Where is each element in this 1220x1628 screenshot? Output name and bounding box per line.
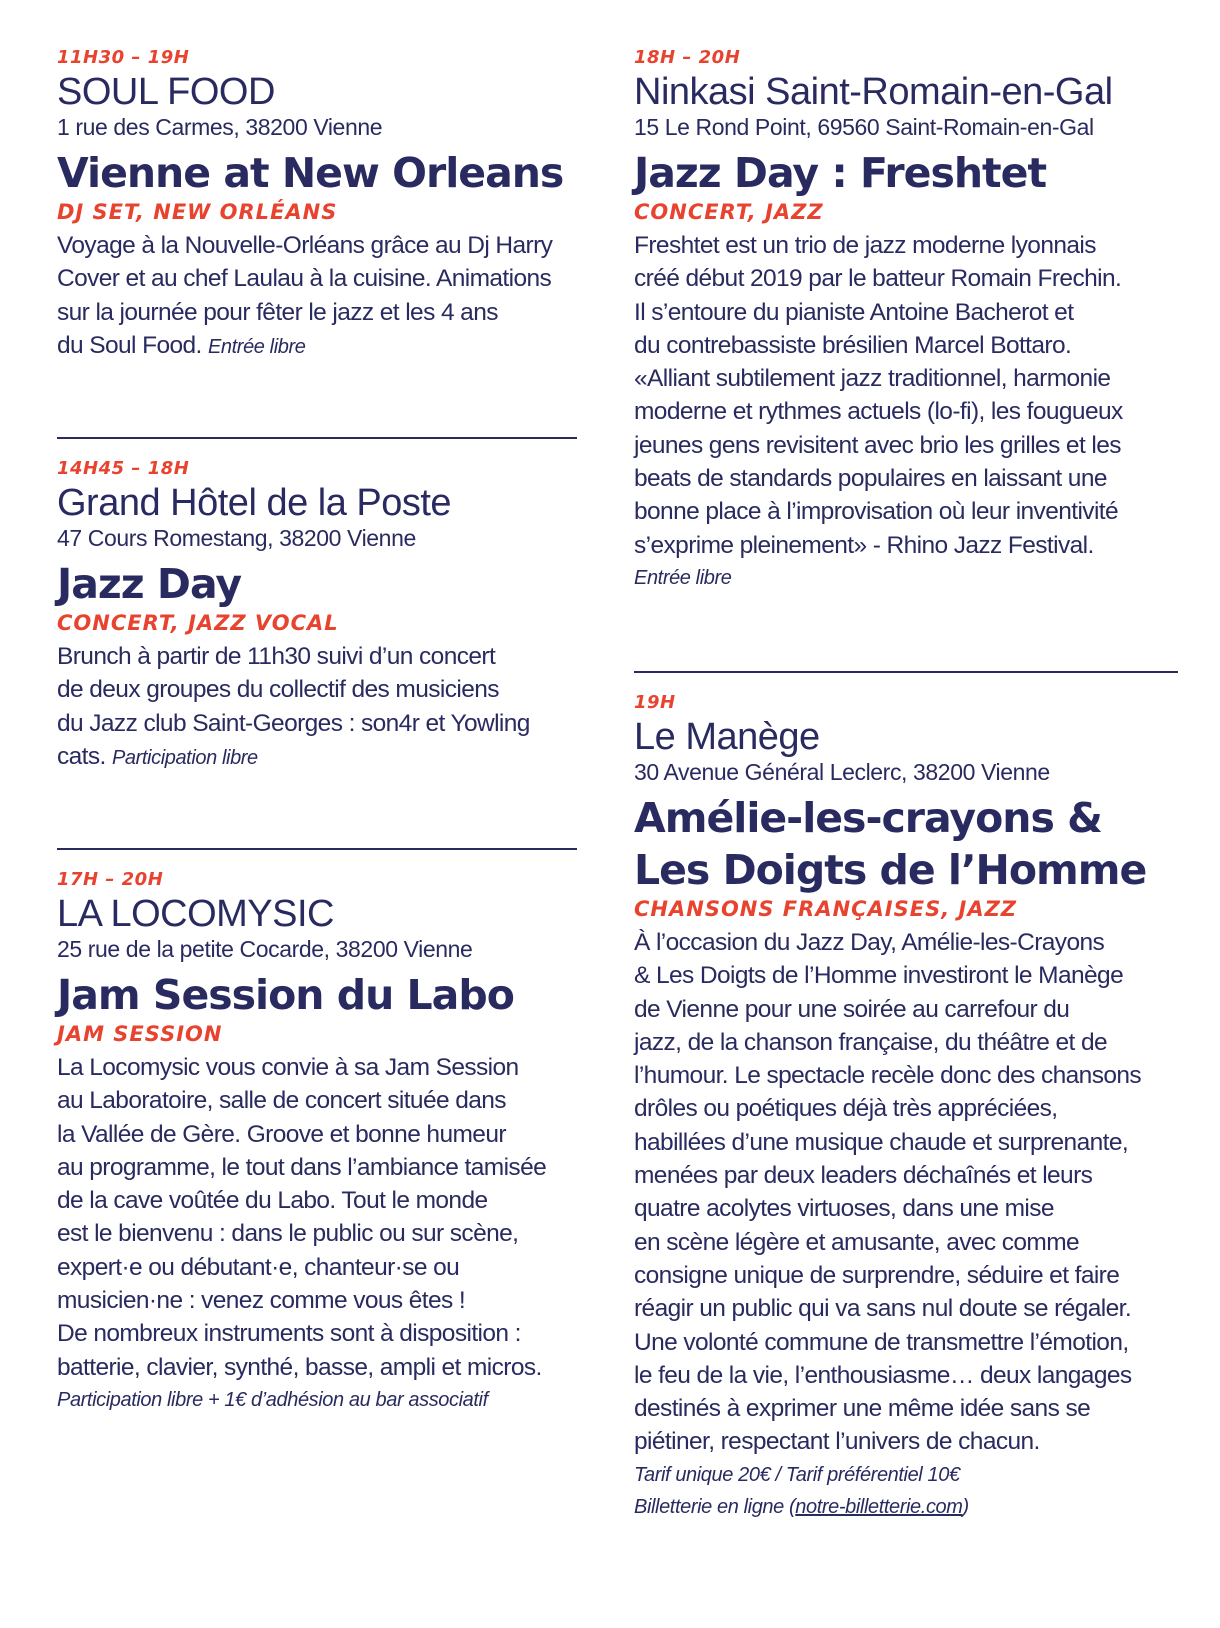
description-line: piétiner, respectant l’univers de chacun. (634, 1428, 1040, 1456)
description-line: Cover et au chef Laulau à la cuisine. Animations (57, 265, 552, 293)
description-line: beats de standards populaires en laissant une (634, 465, 1107, 493)
description-line: est le bienvenu : dans le public ou sur scène, (57, 1220, 519, 1248)
ticketing-link[interactable]: notre-billetterie.com (795, 1495, 963, 1518)
description-line: À l’occasion du Jazz Day, Amélie-les-Crayons (634, 929, 1105, 956)
event-title (634, 792, 1194, 896)
description-line: moderne et rythmes actuels (lo-fi), les fougueux (634, 398, 1123, 426)
event-ninkasi (634, 48, 1194, 594)
event-time: 18H – 20H (634, 47, 741, 68)
event-note: Participation libre (111, 746, 258, 769)
description-line: l’humour. Le spectacle recèle donc des chansons (634, 1062, 1142, 1090)
event-description (57, 229, 607, 362)
event-title-line: Les Doigts de l’Homme (634, 846, 1147, 894)
venue-address: 30 Avenue Général Leclerc, 38200 Vienne (634, 759, 1050, 785)
event-title (57, 558, 607, 610)
event-category: CONCERT, JAZZ (634, 200, 824, 224)
description-line: menées par deux leaders déchaînés et leurs (634, 1162, 1093, 1190)
event-category: DJ SET, NEW ORLÉANS (57, 200, 338, 224)
description-line: bonne place à l’improvisation où leur inventivité (634, 498, 1119, 526)
description-line: batterie, clavier, synthé, basse, ampli et micros. (57, 1353, 542, 1381)
section-divider (57, 437, 577, 439)
description-line: le feu de la vie, l’enthousiasme… deux langages (634, 1361, 1132, 1389)
event-le-manege (634, 693, 1194, 1523)
description-line: habillées d’une musique chaude et surprenante, (634, 1128, 1129, 1156)
venue-name: Le Manège (634, 716, 820, 758)
event-title-line: Amélie-les-crayons & (634, 794, 1102, 842)
description-line (57, 740, 607, 773)
event-time: 17H – 20H (57, 869, 164, 890)
description-line (57, 329, 607, 362)
event-description (57, 640, 607, 773)
event-note: Entrée libre (207, 335, 306, 358)
event-title-line: Jazz Day : Freshtet (634, 149, 1047, 197)
description-line: expert·e ou débutant·e, chanteur·se ou (57, 1253, 460, 1281)
ticketing-line: Billetterie en ligne (notre-billetterie.com) (634, 1495, 969, 1518)
description-line: créé début 2019 par le batteur Romain Frechin. (634, 265, 1122, 293)
venue-name: Grand Hôtel de la Poste (57, 482, 452, 524)
event-category: CHANSONS FRANÇAISES, JAZZ (634, 897, 1018, 921)
description-line: au Laboratoire, salle de concert située dans (57, 1087, 506, 1115)
description-line: destinés à exprimer une même idée sans se (634, 1395, 1091, 1423)
description-line: jeunes gens revisitent avec brio les grilles et les (634, 431, 1121, 459)
event-time: 14H45 – 18H (57, 458, 190, 479)
description-line: Une volonté commune de transmettre l’émotion, (634, 1328, 1129, 1356)
event-note: Participation libre + 1€ d’adhésion au bar associatif (57, 1388, 488, 1411)
event-title (57, 147, 607, 199)
description-line: en scène légère et amusante, avec comme (634, 1228, 1080, 1256)
description-line: musicien·ne : venez comme vous êtes ! (57, 1287, 466, 1315)
description-line: de Vienne pour une soirée au carrefour du (634, 995, 1070, 1023)
ticketing-label: Billetterie en ligne (634, 1495, 790, 1518)
section-divider (57, 848, 577, 850)
description-line: consigne unique de surprendre, séduire et faire (634, 1261, 1120, 1289)
description-line: Il s’entoure du pianiste Antoine Bacherot et (634, 298, 1074, 326)
event-title (57, 969, 607, 1021)
event-time: 19H (634, 692, 676, 713)
description-line: jazz, de la chanson française, du théâtre et de (634, 1028, 1108, 1056)
description-line: quatre acolytes virtuoses, dans une mise (634, 1195, 1054, 1223)
venue-name: SOUL FOOD (57, 71, 275, 113)
description-text: du Soul Food. (57, 331, 202, 359)
event-note: Entrée libre (634, 566, 732, 589)
event-description (634, 229, 1194, 594)
description-line: De nombreux instruments sont à disposition : (57, 1320, 521, 1348)
description-line: «Alliant subtilement jazz traditionnel, harmonie (634, 365, 1111, 393)
description-text: cats. (57, 742, 106, 770)
venue-address: 47 Cours Romestang, 38200 Vienne (57, 525, 416, 551)
description-line: du contrebassiste brésilien Marcel Bottaro. (634, 331, 1072, 359)
event-category: JAM SESSION (57, 1022, 223, 1046)
description-line: s’exprime pleinement» - Rhino Jazz Festival. (634, 531, 1094, 559)
event-grand-hotel (57, 459, 607, 773)
venue-address: 1 rue des Carmes, 38200 Vienne (57, 114, 383, 140)
description-line: La Locomysic vous convie à sa Jam Session (57, 1054, 519, 1081)
description-line: Brunch à partir de 11h30 suivi d’un concert (57, 643, 496, 670)
venue-name: LA LOCOMYSIC (57, 893, 334, 935)
event-title (634, 147, 1194, 199)
venue-name: Ninkasi Saint-Romain-en-Gal (634, 71, 1113, 113)
event-description (57, 1051, 607, 1416)
description-line: Voyage à la Nouvelle-Orléans grâce au Dj Harry (57, 232, 553, 259)
description-line: sur la journée pour fêter le jazz et les 4 ans (57, 298, 498, 326)
event-price-note: Tarif unique 20€ / Tarif préférentiel 10€ (634, 1463, 960, 1486)
description-line: réagir un public qui va sans nul doute se régaler. (634, 1295, 1132, 1323)
event-description (634, 926, 1194, 1523)
section-divider (634, 671, 1178, 673)
event-title-line: Vienne at New Orleans (57, 149, 564, 197)
description-line: de deux groupes du collectif des musiciens (57, 676, 499, 704)
description-line: drôles ou poétiques déjà très appréciées, (634, 1095, 1058, 1123)
description-line: de la cave voûtée du Labo. Tout le monde (57, 1187, 488, 1215)
venue-address: 25 rue de la petite Cocarde, 38200 Vienne (57, 936, 473, 962)
description-line: la Vallée de Gère. Groove et bonne humeur (57, 1120, 506, 1148)
venue-address: 15 Le Rond Point, 69560 Saint-Romain-en-Gal (634, 114, 1094, 140)
event-title-line: Jazz Day (57, 560, 242, 608)
event-title-line: Jam Session du Labo (57, 971, 514, 1019)
description-line: au programme, le tout dans l’ambiance tamisée (57, 1153, 547, 1181)
event-category: CONCERT, JAZZ VOCAL (57, 611, 339, 635)
description-line: Freshtet est un trio de jazz moderne lyonnais (634, 232, 1096, 259)
event-time: 11H30 – 19H (57, 47, 190, 68)
description-line: & Les Doigts de l’Homme investiront le Manège (634, 962, 1124, 990)
description-line: du Jazz club Saint-Georges : son4r et Yowling (57, 709, 530, 737)
event-soul-food (57, 48, 607, 362)
event-locomysic (57, 870, 607, 1416)
